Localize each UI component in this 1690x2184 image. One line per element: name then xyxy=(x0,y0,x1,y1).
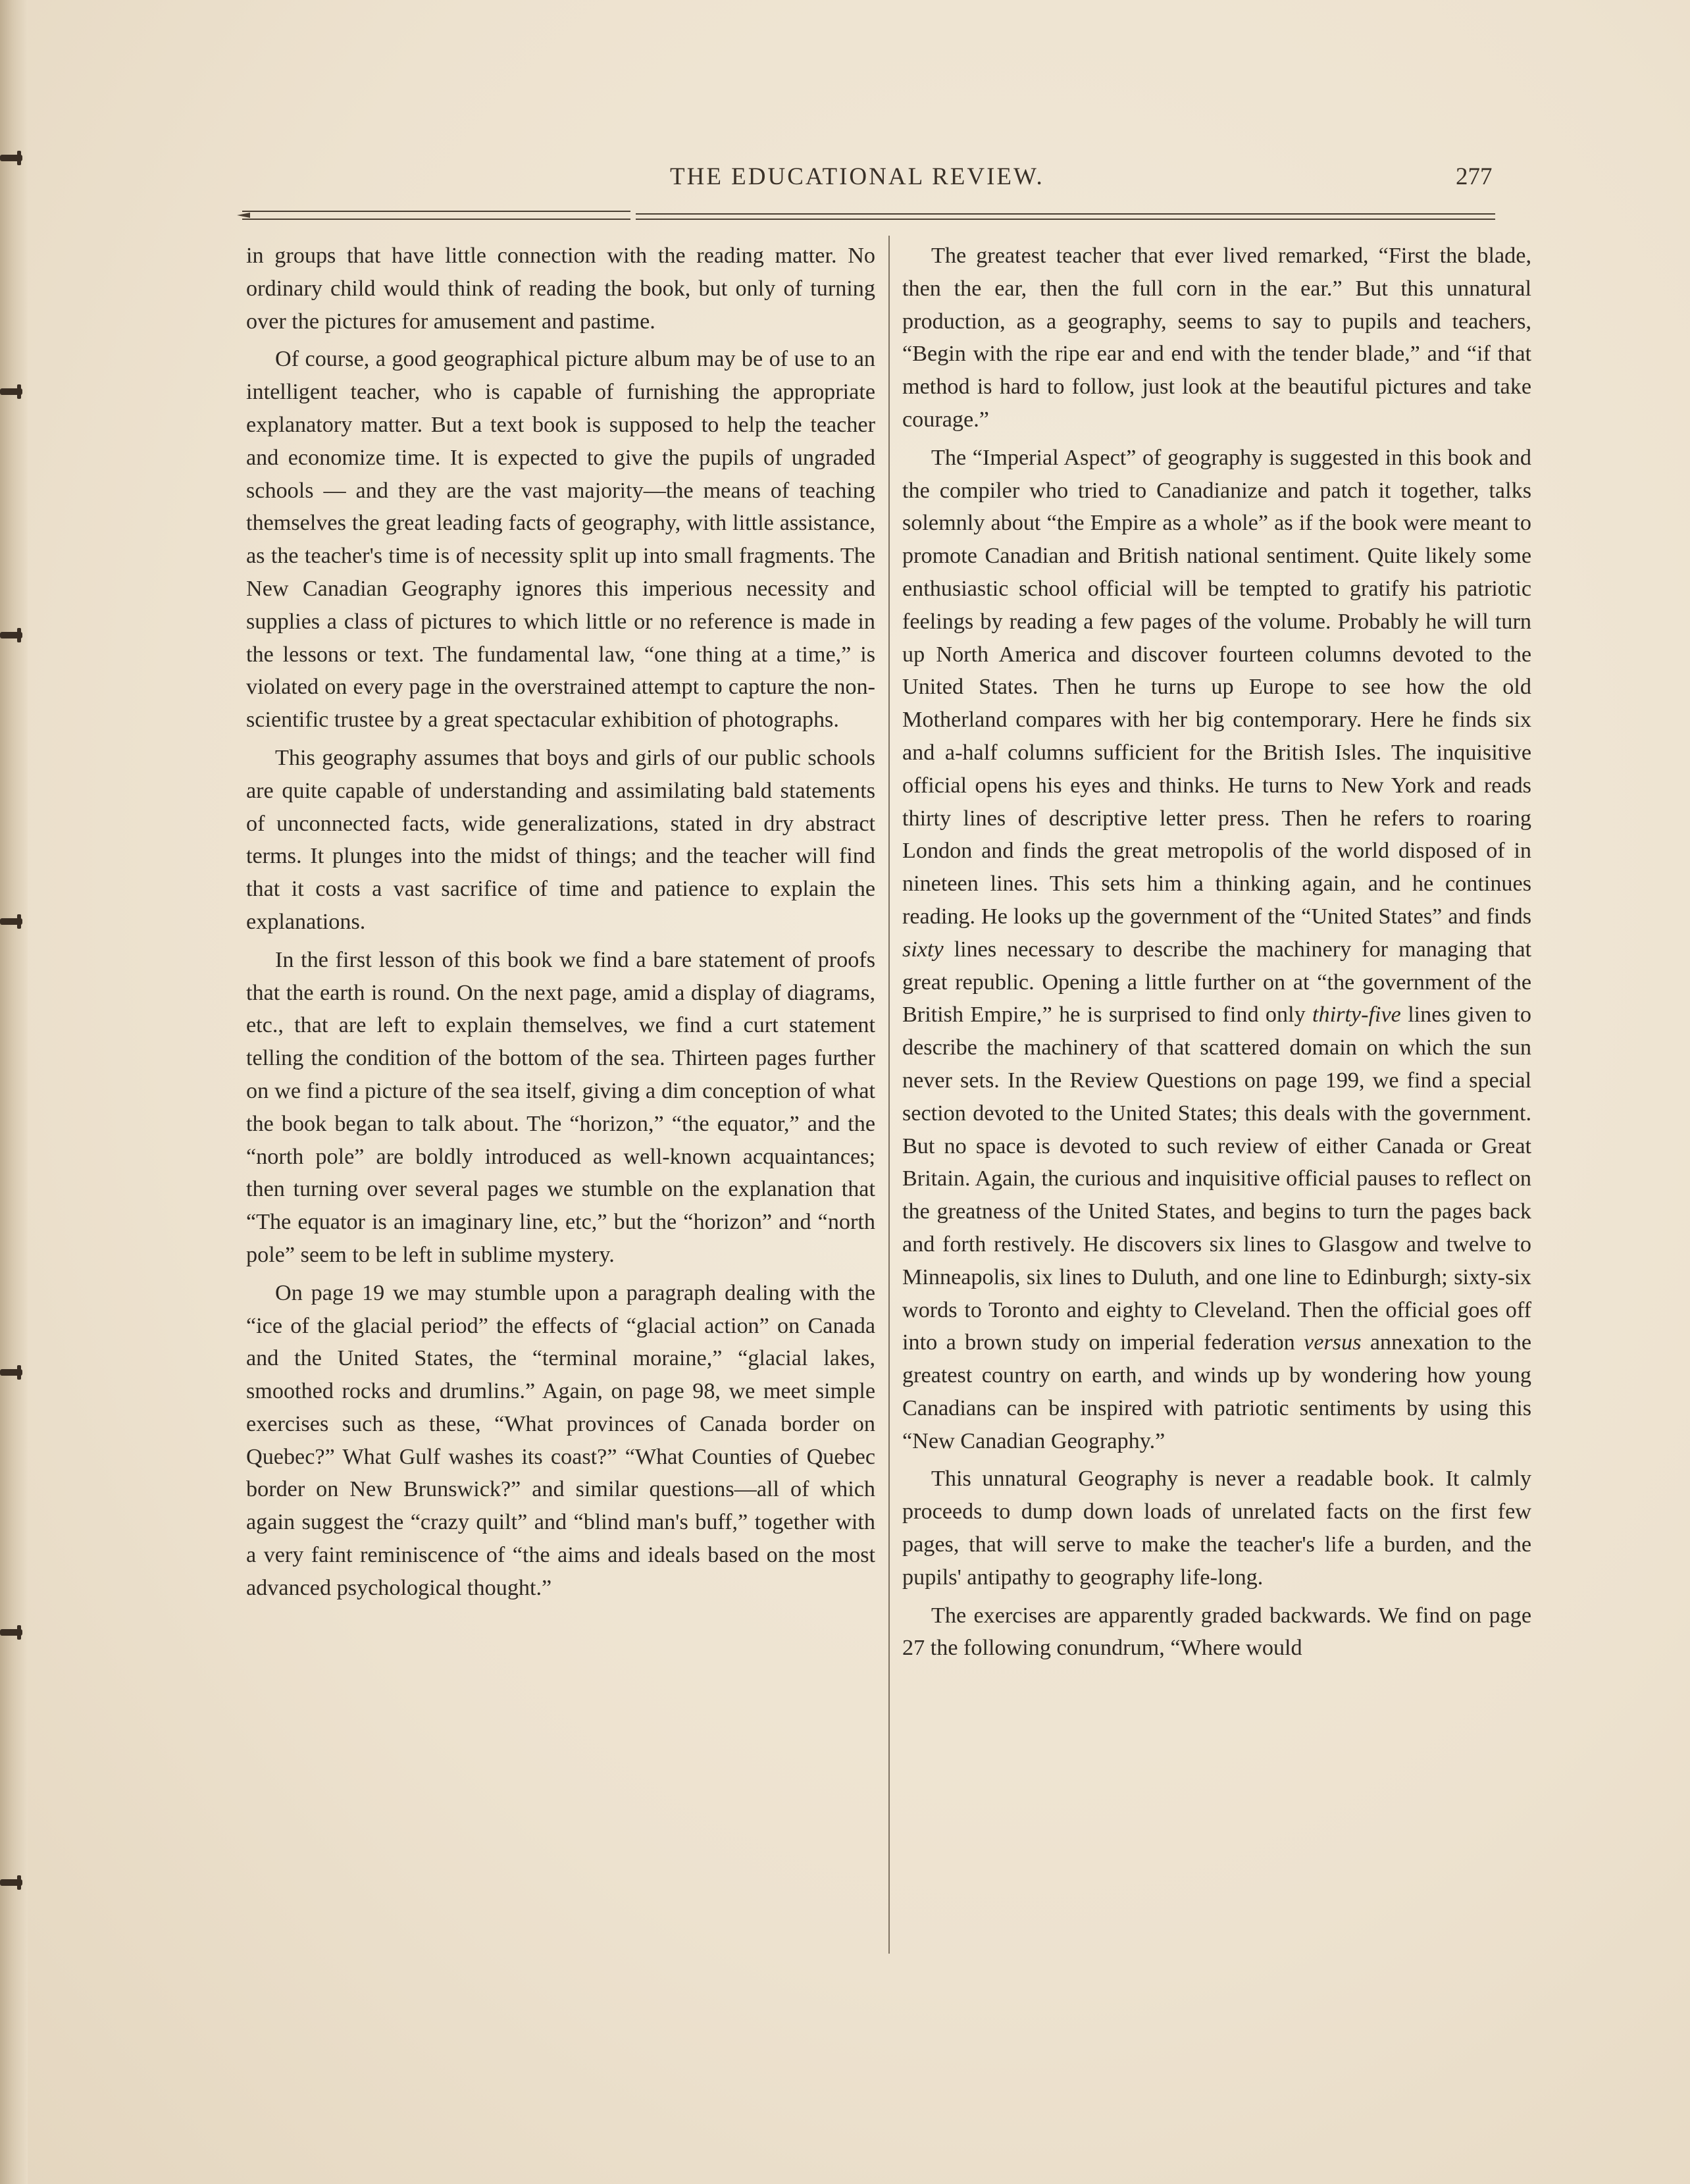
journal-title: THE EDUCATIONAL REVIEW. xyxy=(670,163,1044,190)
binding-stitch xyxy=(0,632,22,638)
binding-stitch xyxy=(0,1369,22,1376)
binding-stitch xyxy=(0,1879,22,1886)
column-divider xyxy=(888,236,890,1954)
paragraph: The greatest teacher that ever lived remarked, “First the blade, then the ear, then the full corn in the ear.” But this unnatural production, as a geography, seems to say to pupils and teachers, “Begin with the ripe ear and end with the tender blade,” and “if that method is hard to follow, just look at the beautiful pictures and take courage.” xyxy=(902,244,1531,432)
paragraph: Of course, a good geographical picture album may be of use to an intelligent teacher, who is capable of furnishing the appropriate explanatory matter. But a text book is supposed to help the teacher and economize time. It is expected to give the pupils of ungraded schools — and they are the vast majority—the means of teaching themselves the great leading facts of geography, with little assistance, as the teacher's time is of necessity split up into small fragments. The New Canadian Geography ignores this imperious necessity and supplies a class of pictures to which little or no reference is made in the lessons or text. The fundamental law, “one thing at a time,” is violated on every page in the overstrained attempt to capture the non-scientific trustee by a great spectacular exhibition of photographs. xyxy=(246,347,875,733)
paragraph xyxy=(902,442,1531,1458)
binding-stitch xyxy=(0,388,22,395)
paragraph-text: lines given to describe the machinery of that scattered domain on which the sun never sets. In the Review Questions on page 199, we find a special section devoted to the United States; this deals with the government. But no space is devoted to such review of either Canada or Great Britain. Again, the curious and inquisitive official pauses to reflect on the greatness of the United States, and begins to turn the pages back and forth restively. He discovers six lines to Glasgow and twelve to Minneapolis, six lines to Duluth, and one line to Edinburgh; sixty-six words to Toronto and eighty to Cleveland. Then the official goes off into a brown study on imperial federation xyxy=(902,1002,1531,1355)
emphasis-text: thirty-five xyxy=(1312,1002,1401,1027)
paragraph: This geography assumes that boys and girls of our public schools are quite capable of understanding and assimilating bald statements of unconnected facts, wide generalizations, stated in dry abstract terms. It plunges into the midst of things; and the teacher will find that it costs a vast sacrifice of time and patience to explain the explanations. xyxy=(246,745,875,934)
paragraph: in groups that have little connection with the reading matter. No ordinary child would think of reading the book, but only of turning over the pictures for amusement and pastime. xyxy=(246,244,875,334)
right-column xyxy=(902,240,1531,1670)
page-number: 277 xyxy=(1456,163,1493,190)
paragraph: On page 19 we may stumble upon a paragraph dealing with the “ice of the glacial period” the effects of “glacial action” on Canada and the United States, the “terminal moraine,” “glacial lakes, smoothed rocks and drumlins.” Again, on page 98, we meet simple exercises such as these, “What provinces of Canada border on Quebec?” What Gulf washes its coast?” “What Counties of Quebec border on New Brunswick?” and similar questions—all of which again suggest the “crazy quilt” and “blind man's buff,” together with a very faint reminiscence of “the aims and ideals based on the most advanced psychological thought.” xyxy=(246,1280,875,1600)
binding-stitch xyxy=(0,918,22,925)
page-binding-edge xyxy=(0,0,28,2184)
header-rule xyxy=(636,213,1495,220)
binding-stitch xyxy=(0,1629,22,1636)
left-column xyxy=(246,240,875,1610)
paragraph-text: lines necessary to describe the machinery for managing that great republic. Opening a little further on at “the government of the British Empire,” he is surprised to find only xyxy=(902,937,1531,1027)
emphasis-text: sixty xyxy=(902,937,944,962)
paragraph-text: The “Imperial Aspect” of geography is suggested in this book and the compiler who tried to Canadianize and patch it together, talks solemnly about “the Empire as a whole” as if the book were meant to promote Canadian and British national sentiment. Quite likely some enthusiastic school official will be tempted to gratify his patriotic feelings by reading a few pages of the volume. Probably he will turn up North America and discover fourteen columns devoted to the United States. Then he turns up Europe to see how the old Motherland compares with her big contemporary. Here he finds six and a-half columns sufficient for the British Isles. The inquisitive official opens his eyes and thinks. He turns to New York and reads thirty lines of descriptive letter press. Then he refers to roaring London and finds the great metropolis of the world disposed of in nineteen lines. This sets him a thinking again, and he continues reading. He looks up the government of the “United States” and finds xyxy=(902,445,1531,929)
paragraph: The exercises are apparently graded backwards. We find on page 27 the following conundrum, “Where would xyxy=(902,1603,1531,1661)
paragraph: This unnatural Geography is never a readable book. It calmly proceeds to dump down loads of unrelated facts on the first few pages, that will serve to make the teacher's life a burden, and the pupils' antipathy to geography life-long. xyxy=(902,1467,1531,1590)
binding-stitch xyxy=(0,155,22,161)
paragraph-text: annexation to the greatest country on earth, and winds up by wondering how young Canadians can be inspired with patriotic sentiments by using this “New Canadian Geography.” xyxy=(902,1330,1531,1453)
running-header xyxy=(0,163,1690,202)
header-rule xyxy=(242,211,630,220)
emphasis-text: versus xyxy=(1304,1330,1362,1355)
paragraph: In the first lesson of this book we find a bare statement of proofs that the earth is round. On the next page, amid a display of diagrams, etc., that are left to explain themselves, we find a curt statement telling the condition of the bottom of the sea. Thirteen pages further on we find a picture of the sea itself, giving a dim conception of what the book began to talk about. The “horizon,” “the equator,” and the “north pole” are boldly introduced as well-known acquaintances; then turning over several pages we stumble on the explanation that “The equator is an imaginary line, etc,” but the “horizon” and “north pole” seem to be left in sublime mystery. xyxy=(246,947,875,1267)
